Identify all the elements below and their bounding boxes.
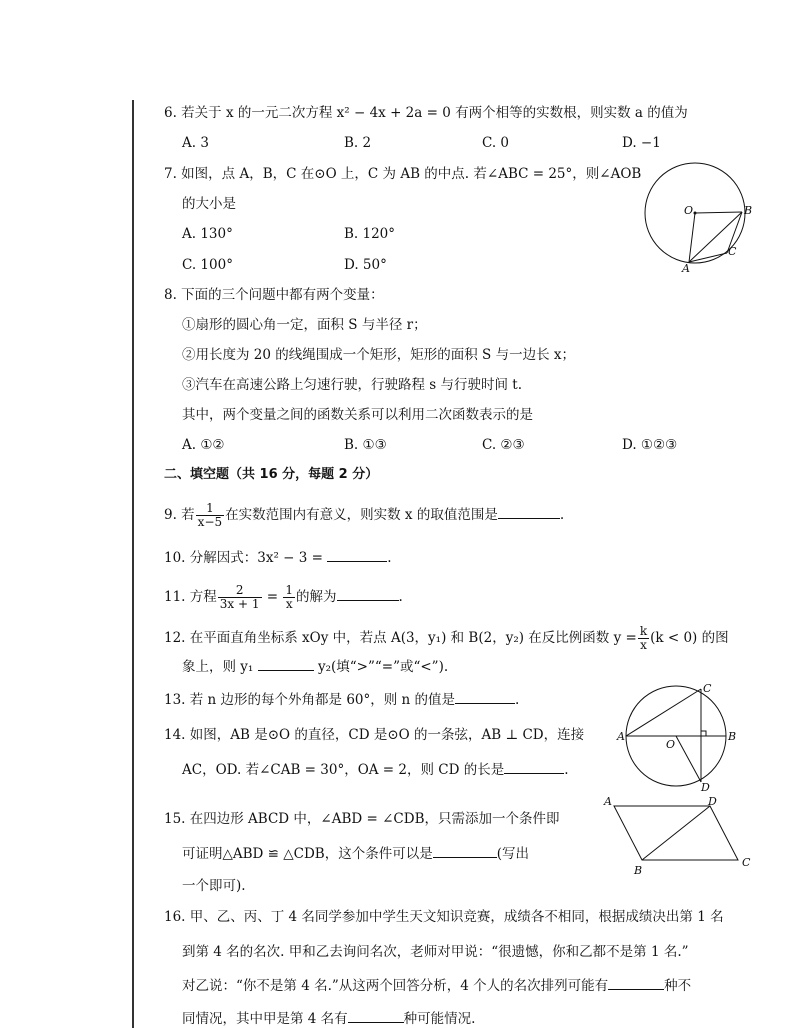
q12-line2 [182,658,448,676]
q14-answer-blank[interactable] [504,761,564,774]
q16-answer-blank-2[interactable] [348,1010,404,1023]
page-margin-line [132,100,134,1028]
q15-label-d: D [708,795,717,808]
q9-pre: 9. 若 [164,507,195,523]
q11 [164,582,403,612]
q7-option-b: B. 120° [344,226,396,242]
q15-label-c: C [742,856,751,869]
q9-end: . [559,507,565,523]
q8-option-a: A. ①② [182,437,225,453]
q9-answer-blank[interactable] [498,506,560,519]
q6-option-c: C. 0 [482,135,510,151]
q7-circle-figure [640,160,760,280]
q8-stem: 8. 下面的三个问题中都有两个变量： [164,287,384,303]
q10 [164,549,392,567]
q16-answer-blank-1[interactable] [608,977,664,990]
q12-post: (k < 0) 的图 [650,630,729,646]
q15-label-a: A [604,795,612,808]
q11-pre: 11. 方程 [164,589,217,605]
q8-item-2: ②用长度为 20 的线绳围成一个矩形，矩形的面积 S 与一边长 x； [182,347,575,363]
q16-line4 [182,1010,475,1028]
q15-line2a: 可证明△ABD ≌ △CDB，这个条件可以是 [182,846,433,862]
q14-end: . [564,762,569,778]
q11-post: 的解为 [296,589,337,605]
q15-line2 [182,845,529,863]
q14-line1: 14. 如图，AB 是⊙O 的直径，CD 是⊙O 的一条弦，AB ⊥ CD，连接 [164,727,585,743]
q13-text: 13. 若 n 边形的每个外角都是 60°，则 n 的值是 [164,692,456,708]
q15-label-b: B [634,864,643,877]
q11-fraction-right [283,584,295,611]
q7-stem: 7. 如图，点 A，B，C 在⊙O 上，C 为 AB 的中点. 若∠ABC = 25°，则∠AOB [164,166,642,182]
q12-fraction [638,625,649,652]
q8-option-d: D. ①②③ [622,437,678,453]
q7-option-c: C. 100° [182,257,233,273]
q12-line1 [164,623,729,653]
q10-end: . [387,550,392,566]
q13-end: . [515,692,520,708]
q12-line2a: 象上，则 y₁ [182,659,254,675]
q12-numerator: k [639,624,648,638]
q6-option-a: A. 3 [182,135,209,151]
q7-label-b: B [744,204,753,217]
q13-answer-blank[interactable] [455,691,515,704]
q6-option-b: B. 2 [344,135,372,151]
q9 [164,500,564,530]
q6-stem: 6. 若关于 x 的一元二次方程 x² − 4x + 2a = 0 有两个相等的实数根，则实数 a 的值为 [164,105,688,121]
q16-line4b: 种可能情况. [403,1011,476,1027]
q12-pre: 12. 在平面直角坐标系 xOy 中，若点 A(3，y₁) 和 B(2，y₂) 在反比例函数 y = [164,630,637,646]
q11-denominator-right: x [285,597,293,611]
q7-option-a: A. 130° [182,226,233,242]
q8-item-3: ③汽车在高速公路上匀速行驶，行驶路程 s 与行驶时间 t. [182,377,523,393]
q15-line3: 一个即可). [182,878,246,894]
q9-fraction [196,502,224,529]
q14-label-o: O [666,738,676,751]
q16-line4a: 同情况，其中甲是第 4 名有 [182,1011,348,1027]
q11-numerator-right: 1 [285,583,294,597]
q7-label-a: A [682,262,690,275]
q7-label-c: C [728,245,737,258]
q6-option-d: D. −1 [622,135,661,151]
q9-post: 在实数范围内有意义，则实数 x 的取值范围是 [225,507,498,523]
q14-label-a: A [617,730,625,743]
q10-text: 10. 分解因式：3x² − 3 = [164,550,323,566]
q7-stem-line2: 的大小是 [182,196,236,212]
q16-line1: 16. 甲、乙、丙、丁 4 名同学参加中学生天文知识竞赛，成绩各不相同，根据成绩决出第 1 名 [164,909,724,925]
q14-line2 [182,761,569,779]
q11-equals: = [266,589,279,605]
q12-answer-blank[interactable] [258,658,314,671]
q11-answer-blank[interactable] [337,588,399,601]
q15-line1: 15. 在四边形 ABCD 中，∠ABD = ∠CDB，只需添加一个条件即 [164,811,560,827]
q9-denominator: x−5 [197,515,223,529]
q12-line2b: y₂(填“>”“=”或“<”). [317,659,449,675]
q8-question: 其中，两个变量之间的函数关系可以利用二次函数表示的是 [182,407,533,423]
q7-option-d: D. 50° [344,257,387,273]
q11-denominator-left: 3x + 1 [219,597,260,611]
q14-circle-figure [612,680,752,792]
q11-end: . [398,589,403,605]
q13 [164,691,519,709]
q11-fraction-left [218,584,262,611]
q8-item-1: ①扇形的圆心角一定，面积 S 与半径 r； [182,317,427,333]
q14-label-d: D [701,781,710,792]
q15-quadrilateral-figure [598,794,758,878]
q15-line2b: (写出 [496,846,530,862]
q8-option-b: B. ①③ [344,437,387,453]
q8-option-c: C. ②③ [482,437,525,453]
q9-numerator: 1 [196,502,224,516]
q16-line3b: 种不 [664,978,692,994]
section-2-title: 二、填空题（共 16 分，每题 2 分） [164,467,379,482]
q15-answer-blank[interactable] [433,845,497,858]
q14-label-c: C [703,682,712,695]
q16-line3 [182,977,691,995]
q11-numerator-left: 2 [218,584,262,598]
q14-label-b: B [728,730,737,743]
q12-denominator: x [640,638,647,652]
q7-label-o: O [684,204,694,217]
q16-line3a: 对乙说：“你不是第 4 名.”从这两个回答分析，4 个人的名次排列可能有 [182,978,609,994]
q16-line2: 到第 4 名的名次. 甲和乙去询问名次，老师对甲说：“很遗憾，你和乙都不是第 1 名.” [182,944,689,960]
q14-line2-text: AC，OD. 若∠CAB = 30°，OA = 2，则 CD 的长是 [182,762,505,778]
q10-answer-blank[interactable] [327,549,387,562]
